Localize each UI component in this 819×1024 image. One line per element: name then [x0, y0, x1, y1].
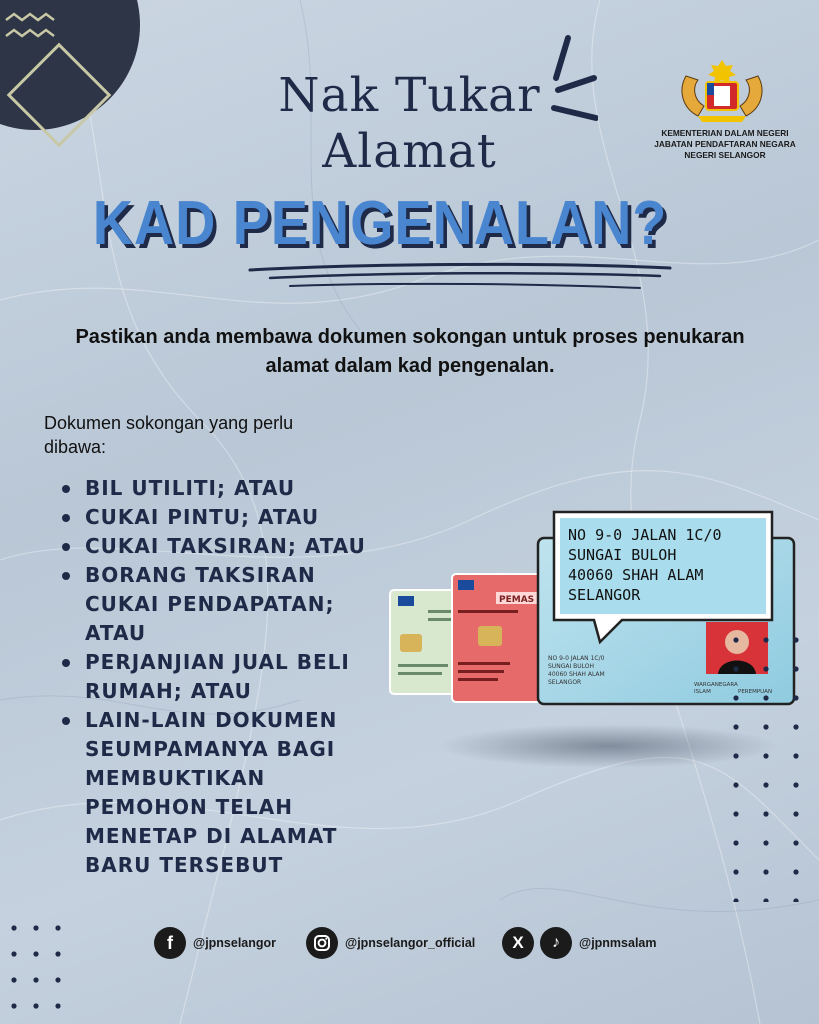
x-icon: X [502, 927, 534, 959]
decor-dot [33, 951, 38, 956]
decor-dot [793, 753, 798, 758]
agency-line-3: NEGERI SELANGOR [684, 150, 766, 160]
decor-dot [763, 782, 768, 787]
facebook-handle: @jpnselangor [193, 936, 277, 950]
decor-dot [733, 695, 738, 700]
social-x-tiktok[interactable] [502, 926, 657, 960]
callout-line-4: SELANGOR [568, 586, 641, 604]
decor-dot [55, 977, 60, 982]
second-card-label: PEMAS [499, 595, 535, 605]
agency-line-2: JABATAN PENDAFTARAN NEGARA [654, 139, 796, 149]
decor-dot [11, 977, 16, 982]
decor-dot [55, 925, 60, 930]
callout-line-3: 40060 SHAH ALAM [568, 566, 704, 584]
decor-dot [793, 724, 798, 729]
decor-dot [733, 724, 738, 729]
document-item: BORANG TAKSIRAN CUKAI PENDAPATAN; ATAU [58, 561, 388, 648]
decor-dot [763, 898, 768, 902]
decor-dot [33, 1003, 38, 1008]
old-id-card-red [452, 574, 548, 702]
decor-dot [733, 666, 738, 671]
decor-dot [763, 811, 768, 816]
underline-swoosh-decoration [240, 258, 680, 298]
document-item: LAIN-LAIN DOKUMEN SEUMPAMANYA BAGI MEMBUKTIKAN PEMOHON TELAH MENETAP DI ALAMAT BARU TERSEBUT [58, 706, 388, 880]
card-address-line-1: NO 9-0 JALAN 1C/0 [548, 655, 605, 662]
card-address-line-4: SELANGOR [548, 679, 582, 686]
decor-dot [793, 898, 798, 902]
card-religion: ISLAM [694, 689, 711, 695]
decor-dot [11, 1003, 16, 1008]
decor-dot [763, 666, 768, 671]
social-facebook[interactable] [154, 926, 276, 960]
dot-grid-left-decoration [8, 922, 98, 1022]
decor-dot [733, 782, 738, 787]
decor-dot [763, 695, 768, 700]
agency-name [640, 128, 810, 161]
card-address-line-3: 40060 SHAH ALAM [548, 671, 605, 678]
decor-dot [793, 666, 798, 671]
malaysia-crest-logo [676, 56, 768, 128]
document-item: CUKAI PINTU; ATAU [58, 503, 388, 532]
title-line-2: Alamat [322, 124, 497, 179]
emphasis-strokes-decoration [518, 30, 598, 130]
agency-line-1: KEMENTERIAN DALAM NEGERI [661, 128, 789, 138]
decor-dot [793, 811, 798, 816]
callout-line-1: NO 9-0 JALAN 1C/0 [568, 526, 722, 544]
decor-dot [793, 782, 798, 787]
social-instagram[interactable] [306, 926, 475, 960]
decor-dot [33, 977, 38, 982]
decor-dot [793, 637, 798, 642]
decor-dot [55, 951, 60, 956]
document-item: PERJANJIAN JUAL BELI RUMAH; ATAU [58, 648, 388, 706]
decor-dot [763, 840, 768, 845]
decor-dot [733, 753, 738, 758]
decor-dot [763, 753, 768, 758]
title-line-1: Nak Tukar [278, 68, 541, 123]
callout-line-2: SUNGAI BULOH [568, 546, 677, 564]
document-item: BIL UTILITI; ATAU [58, 474, 388, 503]
x-tiktok-handle: @jpnmsalam [579, 936, 657, 950]
card-gender: PEREMPUAN [738, 689, 773, 695]
decor-dot [55, 1003, 60, 1008]
decor-dot [733, 869, 738, 874]
dot-grid-right-decoration [728, 632, 818, 902]
lead-paragraph: Pastikan anda membawa dokumen sokongan untuk proses penukaran alamat dalam kad pengenalan. [75, 326, 745, 377]
decor-dot [733, 811, 738, 816]
decor-dot [33, 925, 38, 930]
title-line-3: KAD PENGENALAN? [92, 189, 668, 258]
decor-dot [11, 951, 16, 956]
facebook-icon: f [154, 927, 186, 959]
decor-dot [733, 637, 738, 642]
card-address-line-2: SUNGAI BULOH [548, 663, 594, 670]
decor-dot [793, 695, 798, 700]
tiktok-icon: ♪ [540, 927, 572, 959]
decor-dot [733, 898, 738, 902]
decor-dot [793, 840, 798, 845]
decor-dot [763, 724, 768, 729]
decor-dot [763, 869, 768, 874]
decor-dot [763, 637, 768, 642]
instagram-icon [306, 927, 338, 959]
documents-list [58, 474, 388, 880]
documents-heading: Dokumen sokongan yang perlu dibawa: [44, 413, 294, 457]
zigzag-decoration [4, 10, 74, 46]
decor-dot [733, 840, 738, 845]
decor-dot [793, 869, 798, 874]
instagram-handle: @jpnselangor_official [345, 936, 476, 950]
decor-dot [11, 925, 16, 930]
card-citizenship: WARGANEGARA [694, 682, 738, 688]
document-item: CUKAI TAKSIRAN; ATAU [58, 532, 388, 561]
